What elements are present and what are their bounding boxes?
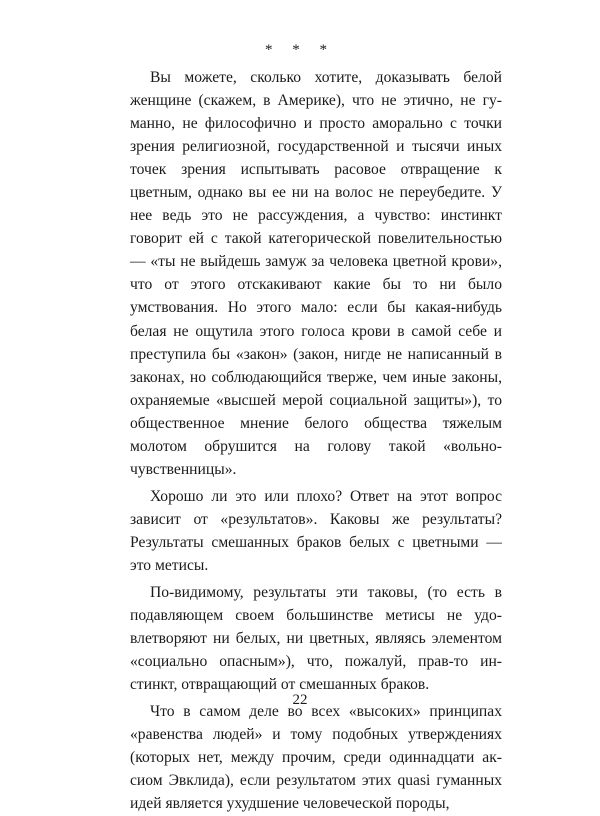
paragraph-4: Что в самом деле во всех «высоких» принципах «равенства людей» и тому подобных утверждениях (которых нет, между прочим, среди одиннадцати аксиом Эвклида), если результатом этих quasi гуманных идей является ухудшение человеческой породы, (130, 703, 502, 813)
section-separator: * * * (265, 42, 335, 58)
page-number: 22 (292, 692, 308, 708)
paragraph-1: Вы можете, сколько хотите, доказывать белой женщине (скажем, в Америке), что не этично, не гуманно, не философично и просто аморально с точки зрения религиозной, государственной и тысячи иных точек зрения испытывать расовое отвращение к цветным, однако вы ее ни на волос не переубедите. У нее ведь это не рассуждения, а чувство: инстинкт говорит ей с такой категорической повелительностью — «ты не выйдешь замуж за человека цветной крови», что от этого отскакивают какие бы то ни было умствования. Но этого мало: если бы какая-нибудь белая не ощутила этого голоса крови в самой себе и преступила бы «закон» (закон, нигде не написанный в законах, но соблюдающийся тверже, чем иные законы, охраняемые «высшей мерой социальной защиты»), то общественное мнение белого общества тяжелым молотом обрушится на голову такой «вольно-чувственницы». (130, 69, 502, 478)
paragraph-2: Хорошо ли это или плохо? Ответ на этот вопрос зависит от «результатов». Каковы же результаты? Результаты смешанных браков белых с цветными — это метисы. (130, 487, 502, 574)
paragraph-3: По-видимому, результаты эти таковы, (то есть в подавляющем своем большинстве метисы не удовлетворяют ни белых, ни цветных, являясь элементом «социально опасным»), что, пожалуй, прав-то инстинкт, отвращающий от смешанных браков. (130, 584, 502, 694)
